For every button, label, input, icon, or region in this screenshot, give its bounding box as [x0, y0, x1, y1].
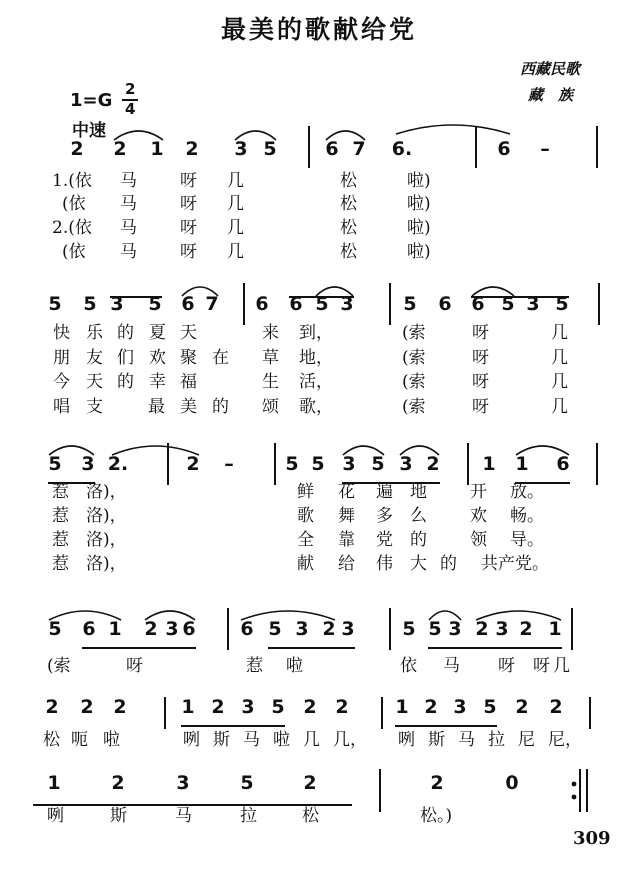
lyric-syllable: 呀: [533, 656, 550, 676]
lyric-syllable: 的: [410, 530, 427, 550]
note: 3: [453, 696, 467, 718]
lyric-syllable: 呀: [126, 656, 143, 676]
lyric-syllable: 洛)，: [86, 506, 127, 526]
note: 3: [234, 138, 248, 160]
lyric-syllable: 啦): [407, 194, 431, 214]
note: 3: [526, 293, 540, 315]
lyric-syllable: 全: [297, 530, 314, 550]
lyric-syllable: 呀: [180, 218, 197, 238]
time-signature-bottom: 4: [125, 100, 136, 118]
note: 7: [352, 138, 366, 160]
slur: [396, 125, 510, 134]
lyric-syllable: 献: [297, 554, 314, 574]
note: 3: [342, 453, 356, 475]
note: 2: [80, 696, 94, 718]
key-signature: 1=G: [70, 90, 113, 111]
lyric-syllable: 啦: [286, 656, 303, 676]
lyric-syllable: 欢: [149, 348, 166, 368]
lyric-syllable: 马: [458, 730, 475, 750]
lyric-syllable: 畅。: [510, 506, 544, 526]
note: 2: [549, 696, 563, 718]
note: 2: [185, 138, 199, 160]
lyric-syllable: 福: [180, 372, 197, 392]
lyric-syllable: 最: [148, 397, 165, 417]
note: 2: [322, 618, 336, 640]
repeat-dot: [572, 795, 577, 800]
note: 0: [505, 772, 519, 794]
lyric-syllable: 今: [53, 372, 70, 392]
lyric-syllable: 惹: [52, 530, 69, 550]
lyric-syllable: 呀: [472, 397, 489, 417]
note: 2: [211, 696, 225, 718]
lyric-syllable: 草: [262, 348, 279, 368]
note: 5: [240, 772, 254, 794]
lyric-syllable: 呀: [472, 348, 489, 368]
note: 1: [515, 453, 529, 475]
lyric-syllable: 斯: [428, 730, 445, 750]
note: 2: [424, 696, 438, 718]
lyric-syllable: 依: [400, 656, 417, 676]
lyric-syllable: 快: [53, 323, 70, 343]
lyric-syllable: 几: [227, 242, 244, 262]
note: 2: [186, 453, 200, 475]
lyric-syllable: 呀: [180, 194, 197, 214]
lyric-syllable: 伟: [376, 554, 393, 574]
source-label: 西藏民歌: [520, 60, 581, 78]
lyric-syllable: (索: [402, 323, 426, 343]
lyric-syllable: 拉: [488, 730, 505, 750]
lyric-syllable: 拉: [240, 806, 257, 826]
note: 3: [110, 293, 124, 315]
lyric-syllable: 聚: [180, 348, 197, 368]
lyric-syllable: 的: [117, 323, 134, 343]
note: 2: [113, 696, 127, 718]
note: 6: [255, 293, 269, 315]
note: 5: [555, 293, 569, 315]
note: 3: [495, 618, 509, 640]
lyric-syllable: 花: [338, 482, 355, 502]
note: 1: [150, 138, 164, 160]
note: 2: [70, 138, 84, 160]
lyric-syllable: 2.(依: [52, 218, 92, 238]
note: 5: [483, 696, 497, 718]
note: 2: [113, 138, 127, 160]
lyric-syllable: 惹: [52, 482, 69, 502]
lyric-syllable: 在: [212, 348, 229, 368]
lyric-syllable: 夏: [149, 323, 166, 343]
lyric-syllable: 舞: [338, 506, 355, 526]
note: 1: [395, 696, 409, 718]
lyric-syllable: 马: [120, 171, 137, 191]
lyric-syllable: 咧: [398, 730, 415, 750]
lyric-syllable: 党: [376, 530, 393, 550]
page-number: 309: [573, 828, 611, 849]
lyric-syllable: 斯: [213, 730, 230, 750]
lyric-syllable: 遍: [376, 482, 393, 502]
lyric-syllable: 地: [410, 482, 427, 502]
note: 6: [182, 618, 196, 640]
slur: [241, 611, 335, 620]
lyric-syllable: 松: [302, 806, 319, 826]
note: 6: [82, 618, 96, 640]
lyric-syllable: 乐: [86, 323, 103, 343]
note: 5: [403, 293, 417, 315]
lyric-syllable: 几: [553, 656, 570, 676]
note: 1: [108, 618, 122, 640]
lyric-syllable: 朋: [53, 348, 70, 368]
lyric-syllable: 呀: [180, 242, 197, 262]
lyric-syllable: 啦): [407, 242, 431, 262]
note: 6: [497, 138, 511, 160]
lyric-syllable: 欢: [470, 506, 487, 526]
note: 2: [335, 696, 349, 718]
note: –: [540, 138, 550, 160]
note: 5: [48, 453, 62, 475]
ethnicity-label: 藏 族: [528, 86, 574, 104]
lyric-syllable: 几，: [333, 730, 367, 750]
note: 5: [268, 618, 282, 640]
lyric-syllable: 惹: [52, 506, 69, 526]
note: 5: [402, 618, 416, 640]
lyric-syllable: (依: [62, 242, 86, 262]
note: 6: [438, 293, 452, 315]
lyric-syllable: 歌: [297, 506, 314, 526]
note: 3: [241, 696, 255, 718]
lyric-syllable: 领: [470, 530, 487, 550]
lyric-syllable: 呀: [472, 372, 489, 392]
lyric-syllable: 多: [376, 506, 393, 526]
lyric-syllable: 几: [551, 372, 568, 392]
note: 5: [428, 618, 442, 640]
page-title: 最美的歌献给党: [220, 15, 417, 44]
lyric-syllable: 天: [86, 372, 103, 392]
lyric-syllable: 1.(依: [52, 171, 92, 191]
note: 6: [240, 618, 254, 640]
note: 6: [289, 293, 303, 315]
lyric-syllable: (索: [402, 397, 426, 417]
lyric-syllable: 来: [262, 323, 279, 343]
lyric-syllable: 几: [551, 348, 568, 368]
lyric-syllable: 几: [551, 397, 568, 417]
lyric-syllable: 的: [440, 554, 457, 574]
note: 2: [519, 618, 533, 640]
note: 5: [371, 453, 385, 475]
lyric-syllable: 呀: [180, 171, 197, 191]
note: 3: [341, 618, 355, 640]
note: 5: [83, 293, 97, 315]
lyric-syllable: 开: [470, 482, 487, 502]
lyric-syllable: 呃: [71, 730, 88, 750]
lyric-syllable: 啦: [273, 730, 290, 750]
lyric-syllable: 马: [175, 806, 192, 826]
note: 5: [311, 453, 325, 475]
lyric-syllable: 惹: [52, 554, 69, 574]
lyric-syllable: 松: [340, 171, 357, 191]
note: 2: [475, 618, 489, 640]
lyric-syllable: 友: [86, 348, 103, 368]
note: 6: [556, 453, 570, 475]
note: 3: [295, 618, 309, 640]
note: 5: [48, 618, 62, 640]
lyric-syllable: 马: [243, 730, 260, 750]
note: 5: [315, 293, 329, 315]
note: 3: [448, 618, 462, 640]
lyric-syllable: 惹: [246, 656, 263, 676]
note: 3: [176, 772, 190, 794]
lyric-syllable: (索: [47, 656, 71, 676]
note: 2.: [107, 453, 129, 475]
lyric-syllable: 洛)，: [86, 554, 127, 574]
repeat-dot: [572, 782, 577, 787]
lyric-syllable: 松: [340, 218, 357, 238]
lyric-syllable: 们: [117, 348, 134, 368]
lyric-syllable: 洛)，: [86, 530, 127, 550]
lyric-syllable: 大: [410, 554, 427, 574]
lyric-syllable: 尼: [518, 730, 535, 750]
lyric-syllable: 靠: [338, 530, 355, 550]
note: 6.: [391, 138, 413, 160]
lyric-syllable: 松: [43, 730, 60, 750]
note: 5: [271, 696, 285, 718]
lyric-syllable: 尼，: [548, 730, 582, 750]
lyric-syllable: (依: [62, 194, 86, 214]
lyric-syllable: 咧: [183, 730, 200, 750]
lyric-syllable: (索: [402, 372, 426, 392]
lyric-syllable: 幸: [149, 372, 166, 392]
lyric-syllable: 天: [180, 323, 197, 343]
note: 5: [48, 293, 62, 315]
note: –: [224, 453, 234, 475]
lyric-syllable: 马: [120, 194, 137, 214]
lyric-syllable: 支: [86, 397, 103, 417]
lyric-syllable: 啦): [407, 171, 431, 191]
lyric-syllable: 松。): [420, 806, 453, 826]
note: 2: [303, 772, 317, 794]
lyric-syllable: 生: [262, 372, 279, 392]
lyric-syllable: 洛)，: [86, 482, 127, 502]
lyric-syllable: 导。: [510, 530, 544, 550]
lyric-syllable: 几: [303, 730, 320, 750]
lyric-syllable: 地，: [299, 348, 333, 368]
note: 3: [165, 618, 179, 640]
note: 7: [205, 293, 219, 315]
note: 2: [45, 696, 59, 718]
note: 1: [548, 618, 562, 640]
note: 2: [430, 772, 444, 794]
lyric-syllable: 啦): [407, 218, 431, 238]
lyric-syllable: 呀: [472, 323, 489, 343]
note: 5: [285, 453, 299, 475]
note: 1: [181, 696, 195, 718]
note: 5: [501, 293, 515, 315]
lyric-syllable: 松: [340, 194, 357, 214]
lyric-syllable: 几: [227, 194, 244, 214]
note: 6: [471, 293, 485, 315]
lyric-syllable: 啦: [103, 730, 120, 750]
lyric-syllable: 唱: [53, 397, 70, 417]
note: 2: [515, 696, 529, 718]
note: 3: [81, 453, 95, 475]
lyric-syllable: 呀: [498, 656, 515, 676]
lyric-syllable: 马: [443, 656, 460, 676]
lyric-syllable: 鲜: [297, 482, 314, 502]
lyric-syllable: 几: [227, 171, 244, 191]
lyric-syllable: 咧: [47, 806, 64, 826]
note: 2: [144, 618, 158, 640]
lyric-syllable: 颂: [262, 397, 279, 417]
lyric-syllable: 放。: [510, 482, 544, 502]
note: 2: [426, 453, 440, 475]
lyric-syllable: 共产党。: [481, 554, 549, 574]
tempo-marking: 中速: [72, 121, 106, 141]
lyric-syllable: 的: [212, 397, 229, 417]
lyric-syllable: 几: [227, 218, 244, 238]
lyric-syllable: 么: [410, 506, 427, 526]
lyric-syllable: 给: [338, 554, 355, 574]
lyric-syllable: 歌，: [299, 397, 333, 417]
lyric-syllable: 活，: [299, 372, 333, 392]
note: 1: [47, 772, 61, 794]
lyric-syllable: (索: [402, 348, 426, 368]
lyric-syllable: 马: [120, 242, 137, 262]
lyric-syllable: 松: [340, 242, 357, 262]
time-signature-top: 2: [125, 80, 136, 98]
note: 6: [181, 293, 195, 315]
lyric-syllable: 的: [117, 372, 134, 392]
note: 3: [399, 453, 413, 475]
lyric-syllable: 到，: [299, 323, 333, 343]
note: 5: [148, 293, 162, 315]
note: 2: [303, 696, 317, 718]
lyric-syllable: 斯: [110, 806, 127, 826]
lyric-syllable: 美: [180, 397, 197, 417]
lyric-syllable: 马: [120, 218, 137, 238]
note: 3: [340, 293, 354, 315]
note: 1: [482, 453, 496, 475]
lyric-syllable: 几: [551, 323, 568, 343]
note: 2: [111, 772, 125, 794]
note: 6: [325, 138, 339, 160]
note: 5: [263, 138, 277, 160]
